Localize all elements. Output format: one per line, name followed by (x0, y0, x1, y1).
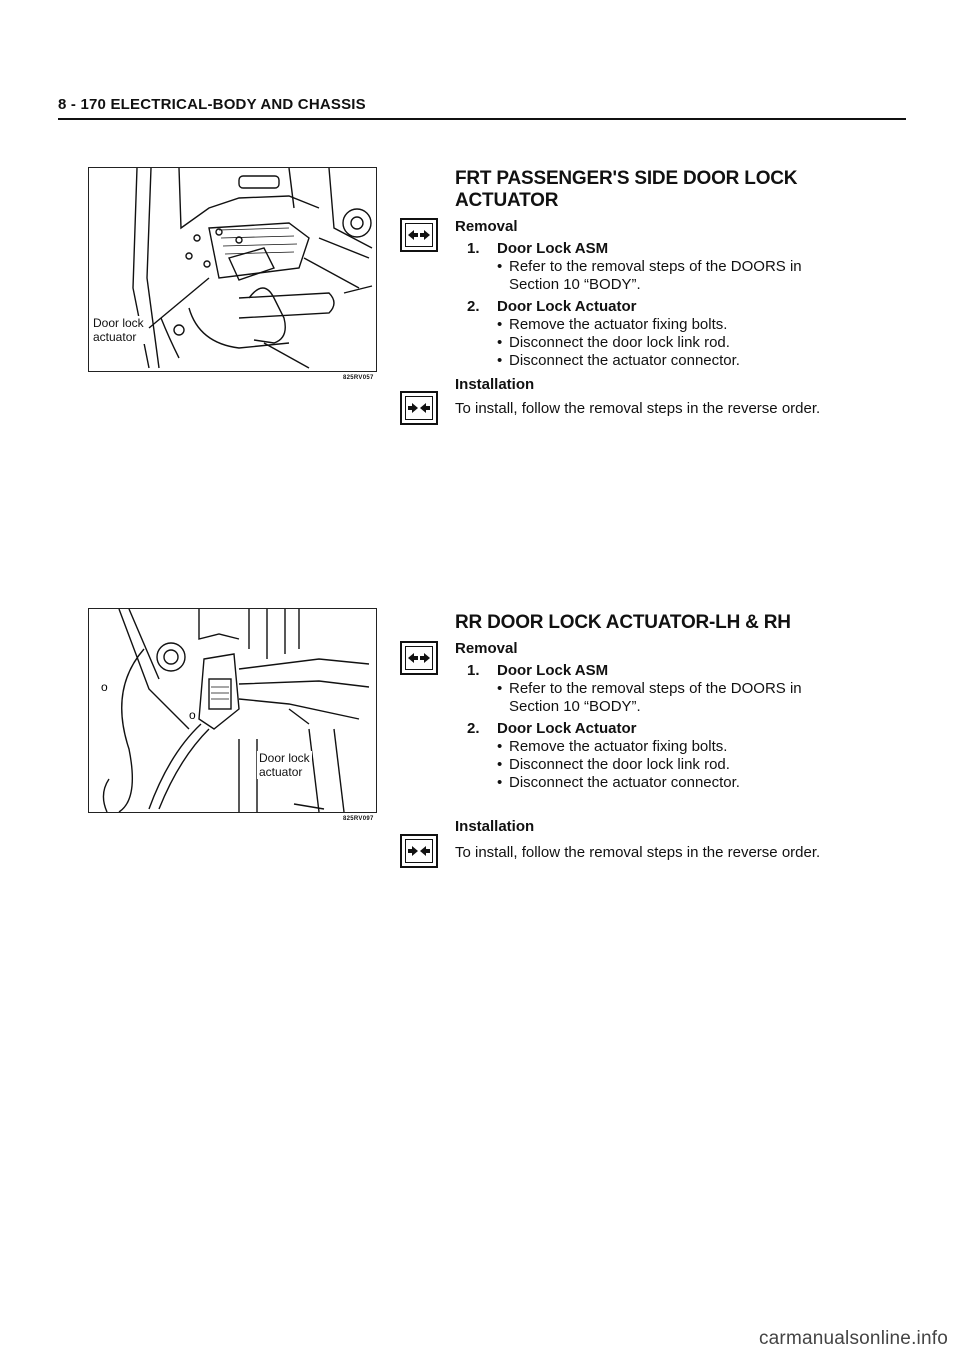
figure-frt-door-lock-actuator (88, 167, 377, 372)
figure1-label-line1: Door lock (93, 316, 144, 330)
section2-title: RR DOOR LOCK ACTUATOR-LH & RH (455, 612, 791, 633)
svg-text:o: o (101, 680, 108, 694)
section2-step1-number: 1. (467, 662, 480, 679)
section1-step2-bullet: • Remove the actuator fixing bolts. (455, 316, 905, 334)
section2-step1-bullet-line2: Section 10 “BODY”. (509, 698, 641, 715)
watermark: carmanualsonline.info (758, 1328, 948, 1349)
section1-step2-bullet: • Disconnect the actuator connector. (455, 352, 905, 370)
header-rule (58, 118, 906, 120)
section2-step1-bullet-line1: • Refer to the removal steps of the DOORS in (509, 680, 802, 697)
section1-step1 (455, 240, 905, 258)
section2-step2-number: 2. (467, 720, 480, 737)
section2-step1 (455, 662, 905, 680)
section1-step1-bullet-line2: Section 10 “BODY”. (509, 276, 641, 293)
figure-rr-door-lock-actuator (88, 608, 377, 813)
rear-door-interior-illustration (89, 609, 376, 812)
installation-arrows-icon (400, 391, 438, 425)
section2-step1-title: Door Lock ASM (497, 662, 609, 679)
removal-arrows-glyph (406, 224, 432, 246)
section1-step2 (455, 298, 905, 316)
section2-removal-heading: Removal (455, 640, 518, 657)
figure2-label-line1: Door lock (259, 751, 310, 765)
section1-step2-bullet: • Disconnect the door lock link rod. (455, 334, 905, 352)
section2-step1-bullet (455, 680, 905, 716)
section1-step1-bullet (455, 258, 905, 294)
section2-step2-bullet: • Disconnect the actuator connector. (455, 774, 905, 792)
section2-step2 (455, 720, 905, 738)
page-header: 8 - 170 ELECTRICAL-BODY AND CHASSIS (58, 96, 366, 113)
section-rr-door-lock-actuator (455, 612, 905, 862)
removal-arrows-glyph (406, 647, 432, 669)
figure1-callout-label (91, 316, 146, 344)
section1-step1-title: Door Lock ASM (497, 240, 609, 257)
section-frt-passenger-door-lock (455, 168, 905, 418)
figure2-code: 825RV097 (343, 816, 374, 822)
section2-step2-bullet: • Remove the actuator fixing bolts. (455, 738, 905, 756)
section1-step2-number: 2. (467, 298, 480, 315)
section1-step2-title: Door Lock Actuator (497, 298, 637, 315)
section1-title-line2: ACTUATOR (455, 190, 559, 211)
figure1-code: 825RV057 (343, 375, 374, 381)
installation-arrows-icon (400, 834, 438, 868)
section2-step2-bullet: • Disconnect the door lock link rod. (455, 756, 905, 774)
installation-arrows-glyph (406, 397, 432, 419)
figure1-label-line2: actuator (93, 330, 137, 344)
section1-removal-heading: Removal (455, 218, 518, 235)
section1-installation-text: To install, follow the removal steps in the reverse order. (455, 400, 821, 417)
svg-text:o: o (189, 708, 196, 722)
section1-installation-heading: Installation (455, 376, 535, 393)
section1-step1-bullet-line1: • Refer to the removal steps of the DOORS in (509, 258, 802, 275)
figure2-callout-label (257, 751, 312, 779)
section1-title-line1: FRT PASSENGER'S SIDE DOOR LOCK (455, 168, 798, 189)
section2-installation-text: To install, follow the removal steps in the reverse order. (455, 844, 821, 861)
section1-step1-number: 1. (467, 240, 480, 257)
section2-step2-title: Door Lock Actuator (497, 720, 637, 737)
figure2-label-line2: actuator (259, 765, 303, 779)
removal-arrows-icon (400, 641, 438, 675)
installation-arrows-glyph (406, 840, 432, 862)
removal-arrows-icon (400, 218, 438, 252)
section2-installation-heading: Installation (455, 818, 535, 835)
